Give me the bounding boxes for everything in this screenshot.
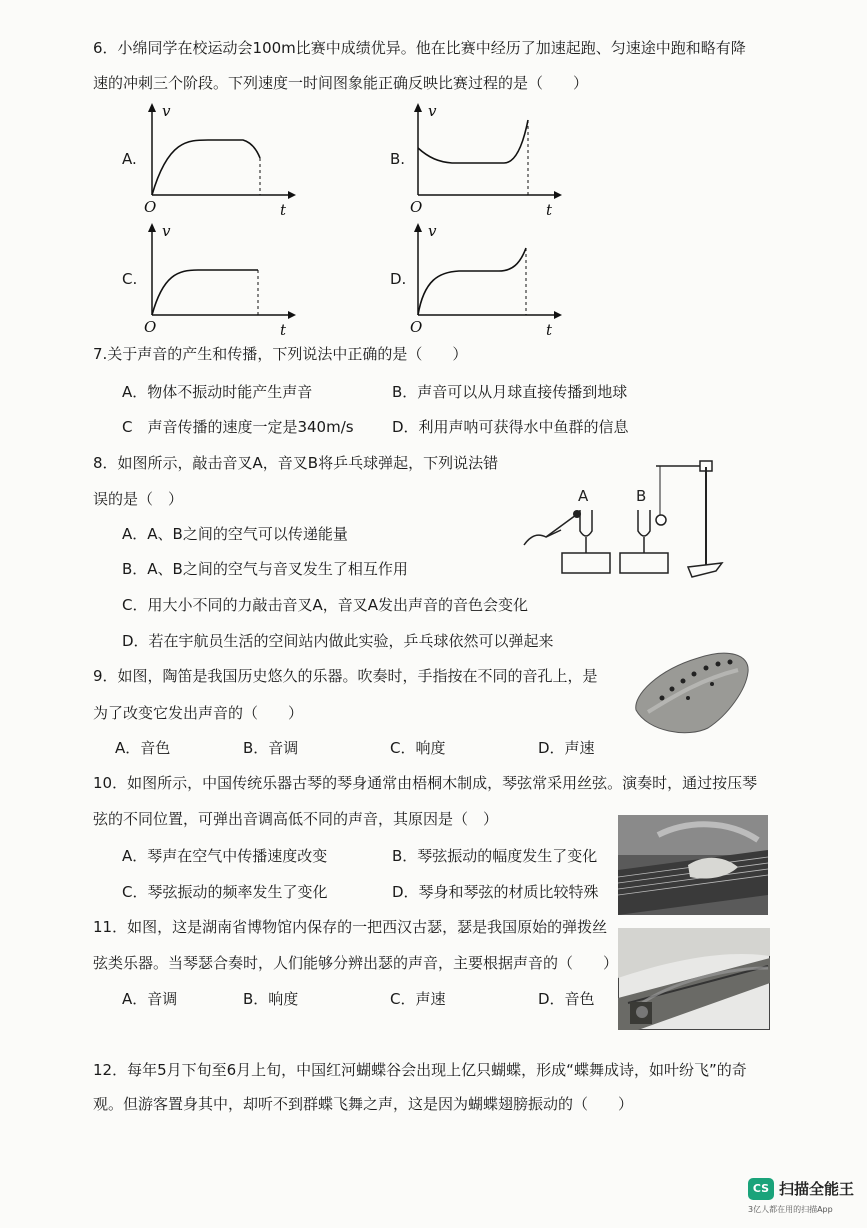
q11-stem-line1: 11．如图，这是湖南省博物馆内保存的一把西汉古瑟，瑟是我国原始的弹拨丝	[93, 918, 608, 936]
q6d-origin: O	[410, 318, 423, 336]
q6a-axis-x: t	[280, 201, 287, 219]
q8-option-d: D．若在宇航员生活的空间站内做此实验，乒乓球依然可以弹起来	[122, 632, 554, 650]
q9-option-d: D．声速	[538, 739, 595, 757]
guqin-photo	[618, 815, 768, 915]
q9-option-c: C．响度	[390, 739, 446, 757]
q8-option-c: C．用大小不同的力敲击音叉A，音叉A发出声音的音色会变化	[122, 596, 528, 614]
ancient-se-photo	[618, 928, 770, 1030]
q6-option-a-label: A.	[122, 150, 137, 168]
q7-option-a: A．物体不振动时能产生声音	[122, 383, 313, 401]
q9-stem-line1: 9．如图，陶笛是我国历史悠久的乐器。吹奏时，手指按在不同的音孔上，是	[93, 667, 598, 685]
q6a-origin: O	[144, 198, 157, 216]
q9-option-b: B．音调	[243, 739, 299, 757]
q9-stem-line2: 为了改变它发出声音的（ ）	[93, 704, 304, 722]
q6b-origin: O	[410, 198, 423, 216]
tuning-fork-diagram	[516, 455, 726, 585]
q8-stem-line2: 误的是（ ）	[93, 490, 184, 508]
q6c-axis-y: v	[162, 222, 171, 240]
q10-option-c: C．琴弦振动的频率发生了变化	[122, 883, 328, 901]
q11-option-b: B．响度	[243, 990, 299, 1008]
q11-option-d: D．音色	[538, 990, 595, 1008]
q11-option-c: C．声速	[390, 990, 446, 1008]
q10-stem-line1: 10．如图所示，中国传统乐器古琴的琴身通常由梧桐木制成，琴弦常采用丝弦。演奏时，通过按压琴	[93, 774, 758, 792]
ocarina-image	[628, 640, 758, 740]
q6d-axis-x: t	[546, 321, 553, 339]
q6a-axis-y: v	[162, 102, 171, 120]
q12-stem-line2: 观。但游客置身其中，却听不到群蝶飞舞之声，这是因为蝴蝶翅膀振动的（ ）	[93, 1095, 634, 1113]
q6-graph-d	[404, 220, 564, 345]
fork-a-label: A	[578, 487, 589, 505]
q6-graph-b	[404, 100, 564, 225]
q10-stem-line2: 弦的不同位置，可弹出音调高低不同的声音，其原因是（ ）	[93, 810, 499, 828]
q6-graph-c	[138, 220, 298, 345]
q6-graph-a	[138, 100, 298, 225]
q6-stem-line1: 6．小绵同学在校运动会100m比赛中成绩优异。他在比赛中经历了加速起跑、匀速途中跑和略有降	[93, 39, 746, 57]
q11-option-a: A．音调	[122, 990, 178, 1008]
q11-stem-line2: 弦类乐器。当琴瑟合奏时，人们能够分辨出瑟的声音，主要根据声音的（ ）	[93, 954, 619, 972]
q8-option-a: A．A、B之间的空气可以传递能量	[122, 525, 348, 543]
q7-option-c: C 声音传播的速度一定是340m/s	[122, 418, 354, 436]
q6c-origin: O	[144, 318, 157, 336]
q9-option-a: A．音色	[115, 739, 171, 757]
q6c-axis-x: t	[280, 321, 287, 339]
q6-option-b-label: B.	[390, 150, 406, 168]
camscanner-slogan: 3亿人都在用的扫描App	[748, 1205, 833, 1214]
fork-b-label: B	[636, 487, 647, 505]
q7-option-d: D．利用声呐可获得水中鱼群的信息	[392, 418, 629, 436]
q10-option-d: D．琴身和琴弦的材质比较特殊	[392, 883, 599, 901]
camscanner-logo-icon: CS	[748, 1178, 774, 1200]
q7-stem: 7.关于声音的产生和传播，下列说法中正确的是（ ）	[93, 345, 468, 363]
q8-stem-line1: 8．如图所示，敲击音叉A，音叉B将乒乓球弹起，下列说法错	[93, 454, 499, 472]
q6b-axis-x: t	[546, 201, 553, 219]
q8-option-b: B．A、B之间的空气与音叉发生了相互作用	[122, 560, 408, 578]
q12-stem-line1: 12．每年5月下旬至6月上旬，中国红河蝴蝶谷会出现上亿只蝴蝶，形成“蝶舞成诗，如叶纷飞”的奇	[93, 1061, 747, 1079]
q10-option-a: A．琴声在空气中传播速度改变	[122, 847, 328, 865]
q10-option-b: B．琴弦振动的幅度发生了变化	[392, 847, 598, 865]
q6-option-d-label: D.	[390, 270, 407, 288]
q6b-axis-y: v	[428, 102, 437, 120]
camscanner-brand: 扫描全能王	[779, 1180, 855, 1198]
q6-stem-line2: 速的冲刺三个阶段。下列速度一时间图象能正确反映比赛过程的是（ ）	[93, 74, 589, 92]
q6d-axis-y: v	[428, 222, 437, 240]
q6-option-c-label: C.	[122, 270, 138, 288]
q7-option-b: B．声音可以从月球直接传播到地球	[392, 383, 628, 401]
